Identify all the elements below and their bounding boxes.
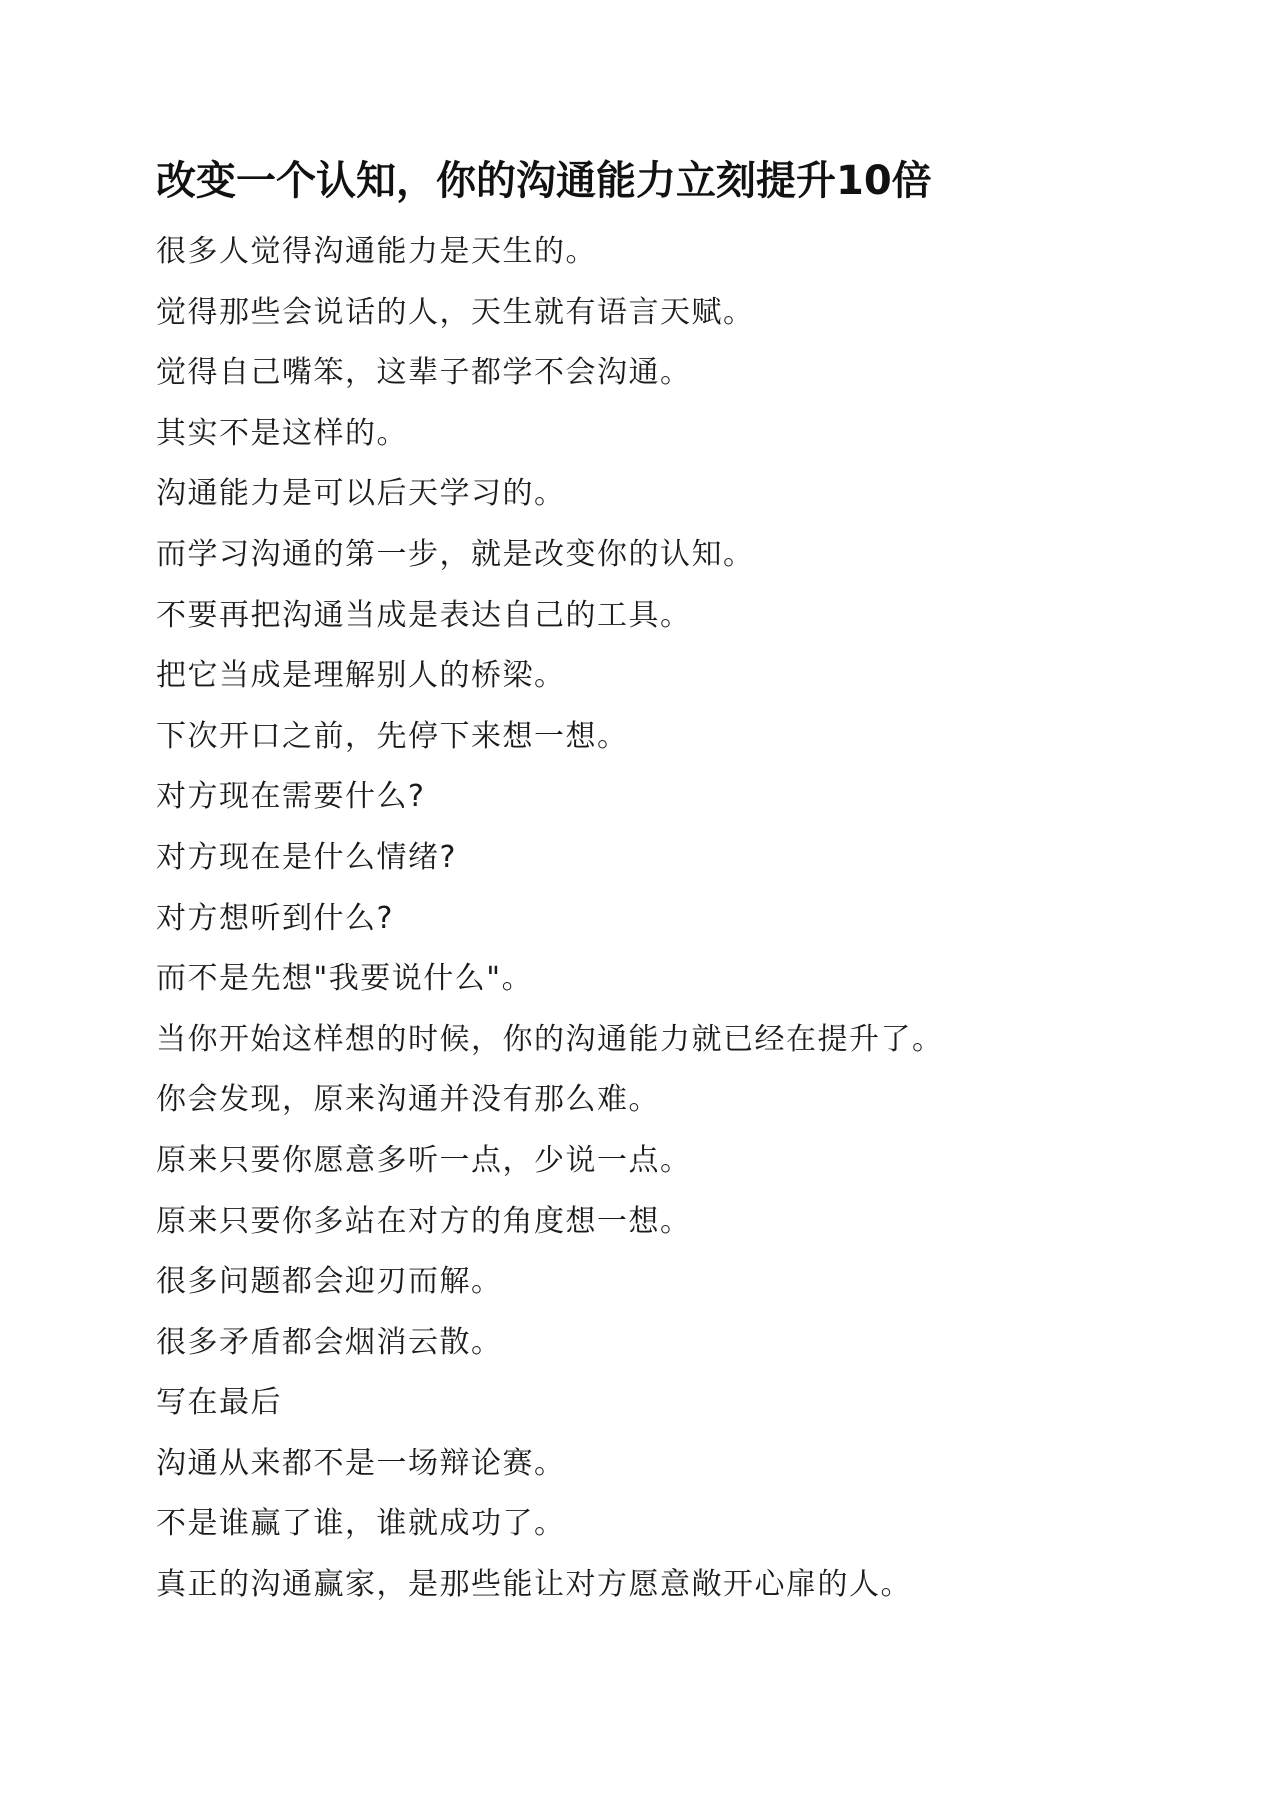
body-line: 很多问题都会迎刃而解。 bbox=[156, 1264, 503, 1300]
body-line: 很多矛盾都会烟消云散。 bbox=[156, 1324, 503, 1360]
body-line: 其实不是这样的。 bbox=[156, 415, 408, 451]
body-line: 原来只要你多站在对方的角度想一想。 bbox=[156, 1203, 692, 1239]
body-line: 下次开口之前，先停下来想一想。 bbox=[156, 718, 629, 754]
body-line: 不要再把沟通当成是表达自己的工具。 bbox=[156, 597, 692, 633]
body-line: 很多人觉得沟通能力是天生的。 bbox=[156, 234, 597, 269]
body-line: 对方想听到什么? bbox=[156, 900, 394, 936]
body-line: 原来只要你愿意多听一点，少说一点。 bbox=[156, 1142, 692, 1178]
body-line: 而学习沟通的第一步，就是改变你的认知。 bbox=[156, 536, 755, 572]
body-line: 沟通从来都不是一场辩论赛。 bbox=[156, 1445, 566, 1481]
body-text bbox=[156, 222, 1216, 1616]
body-line: 你会发现，原来沟通并没有那么难。 bbox=[156, 1082, 660, 1118]
body-line: 对方现在需要什么? bbox=[156, 779, 426, 815]
body-line: 把它当成是理解别人的桥梁。 bbox=[156, 658, 566, 694]
body-line: 沟通能力是可以后天学习的。 bbox=[156, 476, 566, 512]
body-line: 觉得那些会说话的人，天生就有语言天赋。 bbox=[156, 294, 755, 330]
body-line: 觉得自己嘴笨，这辈子都学不会沟通。 bbox=[156, 355, 692, 391]
body-line: 真正的沟通赢家，是那些能让对方愿意敞开心扉的人。 bbox=[156, 1567, 912, 1603]
body-line: 当你开始这样想的时候，你的沟通能力就已经在提升了。 bbox=[156, 1021, 944, 1057]
body-line: 不是谁赢了谁，谁就成功了。 bbox=[156, 1506, 566, 1542]
section-heading: 写在最后 bbox=[156, 1385, 282, 1421]
body-line: 对方现在是什么情绪? bbox=[156, 839, 457, 875]
page-title: 改变一个认知，你的沟通能力立刻提升10倍 bbox=[156, 158, 932, 204]
body-line: 而不是先想"我要说什么"。 bbox=[156, 961, 534, 997]
